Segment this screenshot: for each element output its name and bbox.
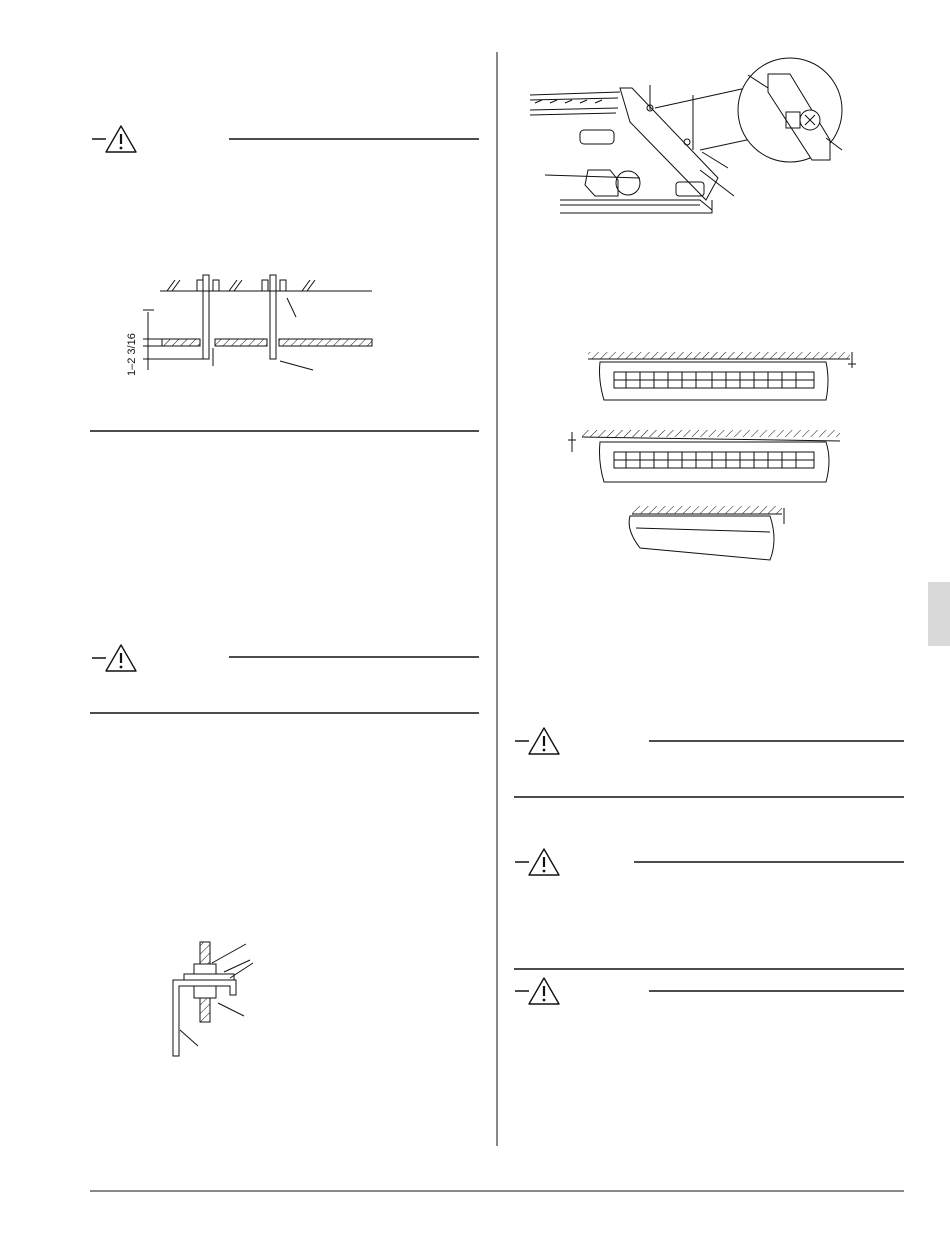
unit-level-diagrams — [568, 352, 856, 560]
dimension-label: 1–2 3/16 — [126, 333, 138, 376]
warning-triangle-icon — [92, 126, 136, 152]
warning-triangle-icon — [515, 849, 559, 875]
bolt-bracket-diagram — [173, 942, 253, 1056]
unit-mounting-diagram — [530, 58, 842, 213]
warning-triangle-icon — [515, 728, 559, 754]
warning-triangle-icon — [515, 978, 559, 1004]
warning-triangle-icon — [92, 645, 136, 671]
ceiling-bolt-diagram — [143, 275, 372, 370]
